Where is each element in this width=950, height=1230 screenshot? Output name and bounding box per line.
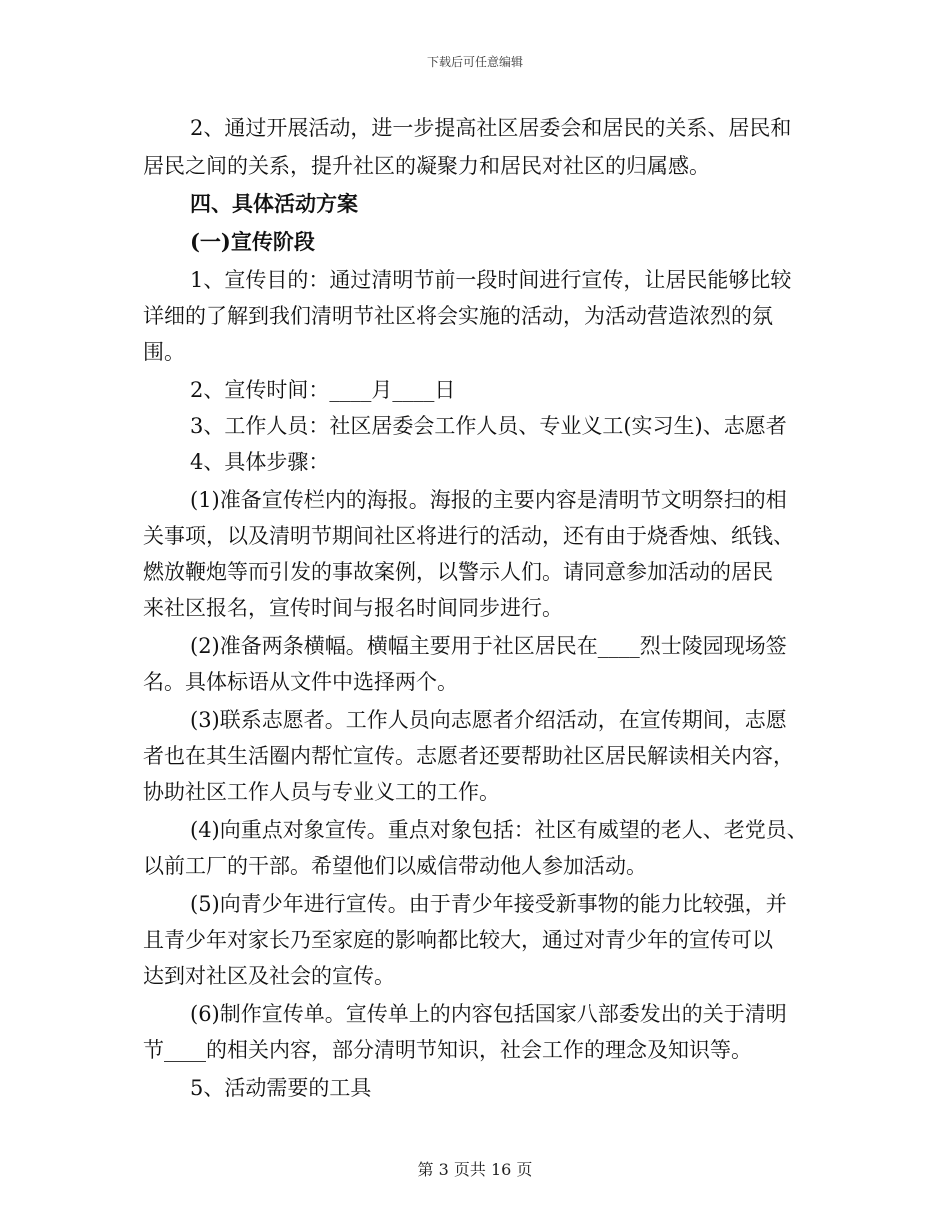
subsection-heading: (一)宣传阶段 [190, 229, 315, 254]
paragraph-line: 协助社区工作人员与专业义工的工作。 [143, 780, 500, 804]
paragraph-line: 1、宣传目的：通过清明节前一段时间进行宣传，让居民能够比较 [190, 268, 792, 292]
paragraph-line: 2、宣传时间：____月____日 [190, 378, 456, 402]
paragraph-line: (4)向重点对象宣传。重点对象包括：社区有威望的老人、老党员、 [190, 818, 808, 842]
paragraph-line: 5、活动需要的工具 [190, 1076, 372, 1100]
paragraph-line: 且青少年对家长乃至家庭的影响都比较大，通过对青少年的宣传可以 [143, 928, 773, 952]
paragraph-line: 3、工作人员：社区居委会工作人员、专业义工(实习生)、志愿者 [190, 414, 787, 438]
paragraph-line: (5)向青少年进行宣传。由于青少年接受新事物的能力比较强，并 [190, 892, 787, 916]
paragraph-line: (1)准备宣传栏内的海报。海报的主要内容是清明节文明祭扫的相 [190, 488, 787, 512]
paragraph-line: 达到对社区及社会的宣传。 [143, 964, 395, 988]
paragraph-line: 燃放鞭炮等而引发的事故案例，以警示人们。请同意参加活动的居民 [143, 560, 773, 584]
paragraph-line: (3)联系志愿者。工作人员向志愿者介绍活动，在宣传期间，志愿 [190, 708, 787, 732]
paragraph-line: 围。 [143, 340, 185, 364]
paragraph-line: 4、具体步骤： [190, 450, 330, 474]
paragraph-line: (2)准备两条横幅。横幅主要用于社区居民在____烈士陵园现场签 [190, 634, 787, 658]
paragraph-line: 名。具体标语从文件中选择两个。 [143, 670, 458, 694]
paragraph-line: 详细的了解到我们清明节社区将会实施的活动，为活动营造浓烈的氛 [143, 304, 773, 328]
paragraph-line: 来社区报名，宣传时间与报名时间同步进行。 [143, 596, 563, 620]
paragraph-line: 2、通过开展活动，进一步提高社区居委会和居民的关系、居民和 [190, 116, 792, 140]
paragraph-line: 关事项，以及清明节期间社区将进行的活动，还有由于烧香烛、纸钱、 [143, 524, 794, 548]
section-heading: 四、具体活动方案 [190, 191, 358, 216]
paragraph-line: (6)制作宣传单。宣传单上的内容包括国家八部委发出的关于清明 [190, 1002, 787, 1026]
paragraph-line: 节____的相关内容，部分清明节知识，社会工作的理念及知识等。 [143, 1038, 752, 1062]
page-footer: 第 3 页共 16 页 [417, 1160, 533, 1179]
page-header: 下载后可任意编辑 [426, 55, 523, 69]
paragraph-line: 者也在其生活圈内帮忙宣传。志愿者还要帮助社区居民解读相关内容， [143, 744, 794, 768]
paragraph-line: 以前工厂的干部。希望他们以威信带动他人参加活动。 [143, 854, 647, 878]
paragraph-line: 居民之间的关系，提升社区的凝聚力和居民对社区的归属感。 [143, 154, 710, 178]
